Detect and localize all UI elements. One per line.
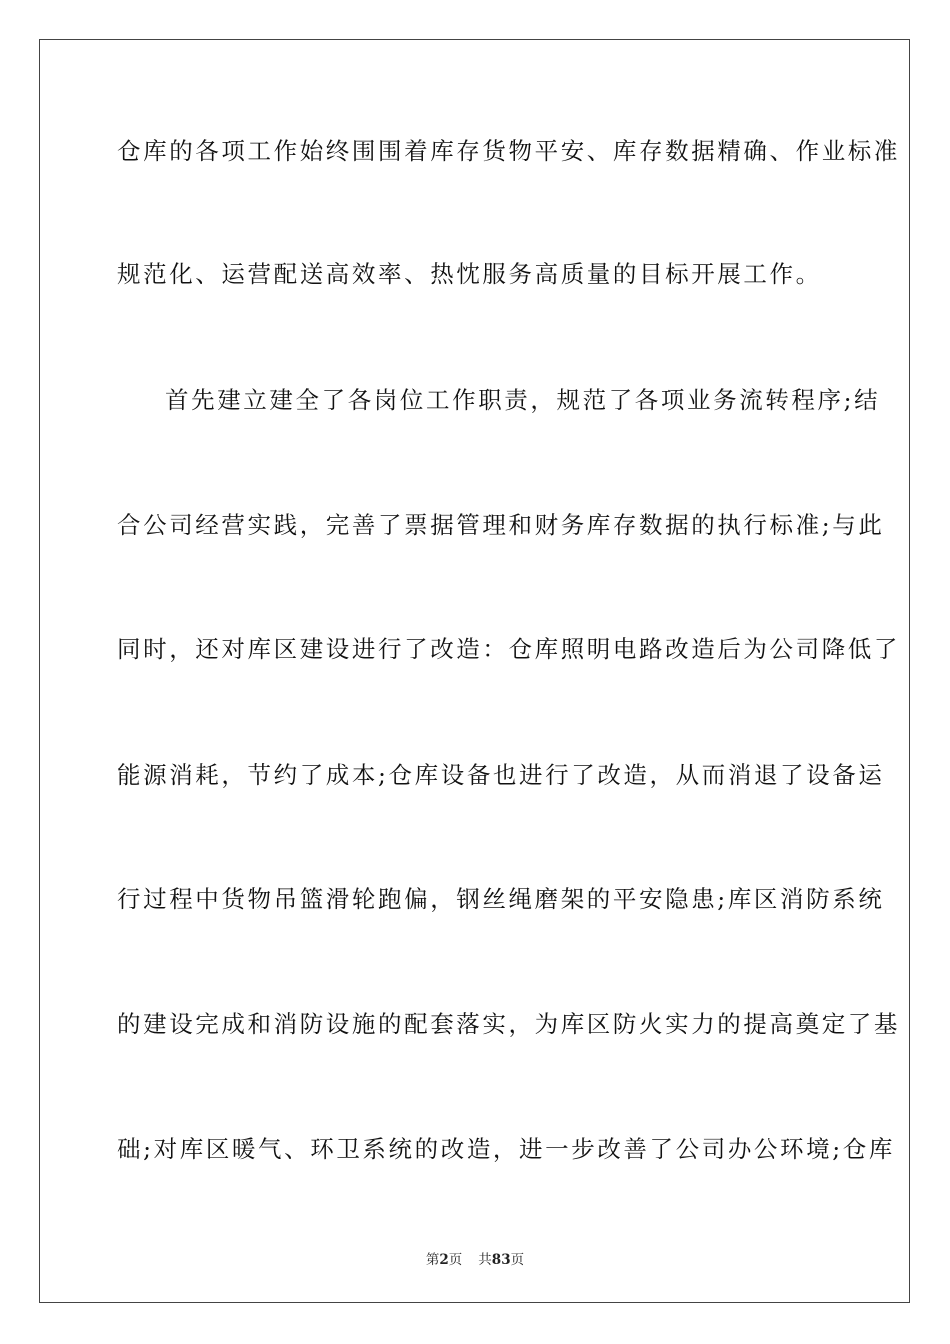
text-line-7: 行过程中货物吊篮滑轮跑偏，钢丝绳磨架的平安隐患;库区消防系统 (117, 885, 885, 913)
text-line-9: 础;对库区暖气、环卫系统的改造，进一步改善了公司办公环境;仓库 (117, 1135, 895, 1163)
total-pages: 83 (491, 1252, 511, 1268)
page-suffix: 页 (448, 1252, 463, 1268)
page-border (39, 39, 910, 1303)
text-line-3: 首先建立建全了各岗位工作职责，规范了各项业务流转程序;结 (165, 386, 881, 414)
text-line-4: 合公司经营实践，完善了票据管理和财务库存数据的执行标准;与此 (117, 511, 885, 539)
text-line-5: 同时，还对库区建设进行了改造：仓库照明电路改造后为公司降低了 (117, 635, 900, 663)
text-line-6: 能源消耗，节约了成本;仓库设备也进行了改造，从而消退了设备运 (117, 761, 885, 789)
text-line-8: 的建设完成和消防设施的配套落实，为库区防火实力的提高奠定了基 (117, 1010, 900, 1038)
text-line-2: 规范化、运营配送高效率、热忱服务高质量的目标开展工作。 (117, 260, 822, 288)
total-prefix: 共 (478, 1252, 492, 1268)
page-prefix: 第 (425, 1252, 440, 1268)
text-line-1: 仓库的各项工作始终围围着库存货物平安、库存数据精确、作业标准 (117, 137, 900, 165)
total-suffix: 页 (510, 1252, 525, 1268)
page-footer (0, 1248, 950, 1268)
page-number: 2 (439, 1252, 449, 1268)
